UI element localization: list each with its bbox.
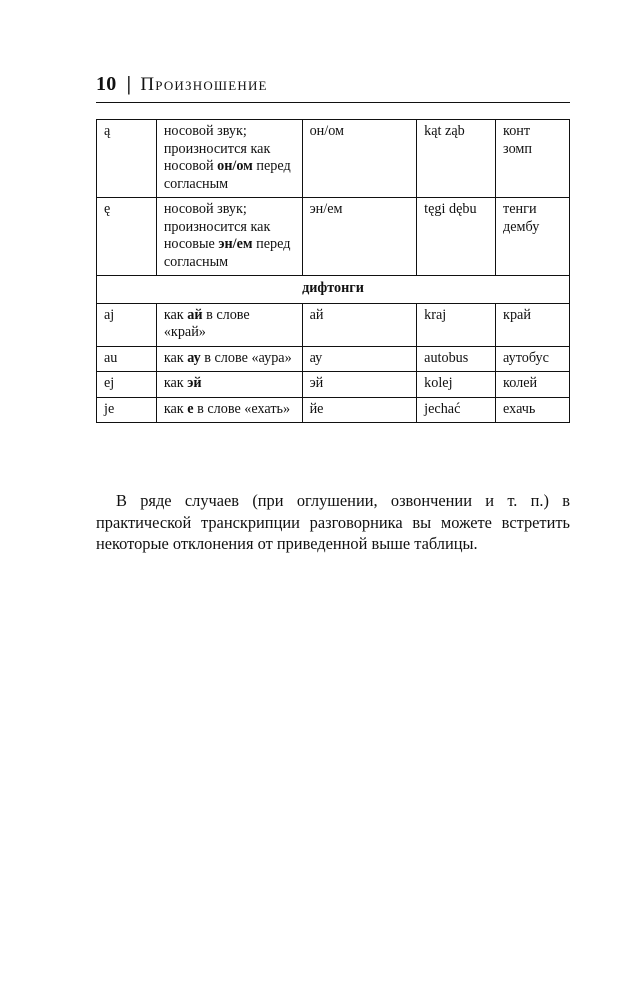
pronunciation-table [96, 119, 570, 423]
section-row [97, 276, 570, 304]
table-row [97, 397, 570, 423]
sound-cell: йе [302, 397, 417, 423]
transcription-cell: край [496, 303, 570, 346]
letter-cell: au [97, 346, 157, 372]
example-cell: kąt ząb [417, 120, 496, 198]
example-cell: jechać [417, 397, 496, 423]
running-header [96, 73, 570, 101]
letter-cell: aj [97, 303, 157, 346]
description-cell: как е в слове «ехать» [156, 397, 302, 423]
example-cell: kraj [417, 303, 496, 346]
transcription-cell: ехачь [496, 397, 570, 423]
letter-cell: ę [97, 198, 157, 276]
letter-cell: ej [97, 372, 157, 398]
transcription-cell: тенги дембу [496, 198, 570, 276]
description-cell: как ай в слове «край» [156, 303, 302, 346]
table-row [97, 198, 570, 276]
transcription-cell: колей [496, 372, 570, 398]
table-row [97, 346, 570, 372]
sound-cell: ау [302, 346, 417, 372]
paragraph: В ряде случаев (при оглушении, озвончении и т. п.) в практической транскрипции разговорника вы можете встретить некоторые отклонения от приведенной выше таблицы. [96, 491, 570, 554]
transcription-cell: конт зомп [496, 120, 570, 198]
sound-cell: ай [302, 303, 417, 346]
header-rule [96, 102, 570, 103]
description-cell: как ау в слове «аура» [156, 346, 302, 372]
letter-cell: je [97, 397, 157, 423]
table-row [97, 120, 570, 198]
body-text [96, 490, 570, 555]
header-separator: | [126, 73, 132, 95]
description-cell: носовой звук; произносится как носовой он/ом перед согласным [156, 120, 302, 198]
chapter-title: Произношение [140, 74, 268, 95]
section-title-diphthongs: дифтонги [97, 276, 570, 304]
sound-cell: эн/ем [302, 198, 417, 276]
letter-cell: ą [97, 120, 157, 198]
table-row [97, 372, 570, 398]
table-row [97, 303, 570, 346]
page-number: 10 [96, 73, 117, 95]
example-cell: autobus [417, 346, 496, 372]
transcription-cell: аутобус [496, 346, 570, 372]
example-cell: tęgi dębu [417, 198, 496, 276]
sound-cell: эй [302, 372, 417, 398]
description-cell: как эй [156, 372, 302, 398]
example-cell: kolej [417, 372, 496, 398]
sound-cell: он/ом [302, 120, 417, 198]
description-cell: носовой звук; произносится как носовые эн/ем перед согласным [156, 198, 302, 276]
